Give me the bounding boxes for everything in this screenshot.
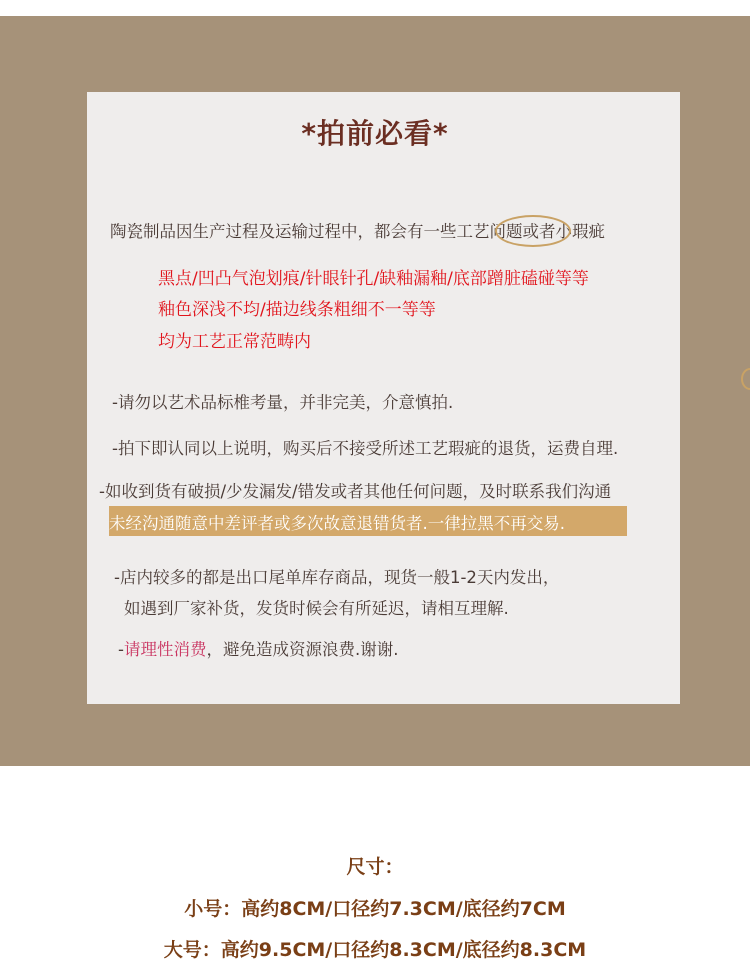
size-large: 大号：高约9.5CM/口径约8.3CM/底径约8.3CM — [163, 939, 587, 961]
notice-title: *拍前必看* — [301, 117, 449, 150]
note-contact: -如收到货有破损/少发漏发/错发或者其他任何问题，及时联系我们沟通 — [99, 482, 612, 501]
highlight-circle — [495, 215, 571, 247]
note-shipping-1: -店内较多的都是出口尾单库存商品，现货一般1-2天内发出， — [114, 568, 560, 587]
note-shipping-2: 如遇到厂家补货，发货时候会有所延迟，请相互理解. — [124, 599, 509, 618]
size-small: 小号：高约8CM/口径约7.3CM/底径约7CM — [184, 898, 566, 920]
warning-text: 未经沟通随意中差评者或多次故意退错货者.一律拉黑不再交易. — [109, 514, 565, 533]
note-rational — [118, 636, 398, 660]
intro-text: 陶瓷制品因生产过程及运输过程中，都会有一些工艺问题或者小瑕疵 — [110, 222, 605, 241]
note-agreement: -拍下即认同以上说明，购买后不接受所述工艺瑕疵的退货，运费自理. — [112, 439, 619, 458]
note-rational-dash: - — [118, 640, 124, 659]
top-white-strip — [0, 0, 750, 16]
note-rational-emphasis: 请理性消费 — [123, 640, 207, 659]
defect-line-2: 釉色深浅不均/描边线条粗细不一等等 — [158, 300, 436, 320]
defect-line-1: 黑点/凹凸气泡划痕/针眼针孔/缺釉漏釉/底部蹭脏磕碰等等 — [158, 269, 589, 289]
note-rational-rest: ，避免造成资源浪费.谢谢. — [206, 640, 399, 659]
defect-line-3: 均为工艺正常范畴内 — [158, 332, 311, 352]
note-art-standard: -请勿以艺术品标椎考量，并非完美，介意慎拍. — [112, 393, 454, 412]
size-label: 尺寸： — [346, 856, 404, 878]
